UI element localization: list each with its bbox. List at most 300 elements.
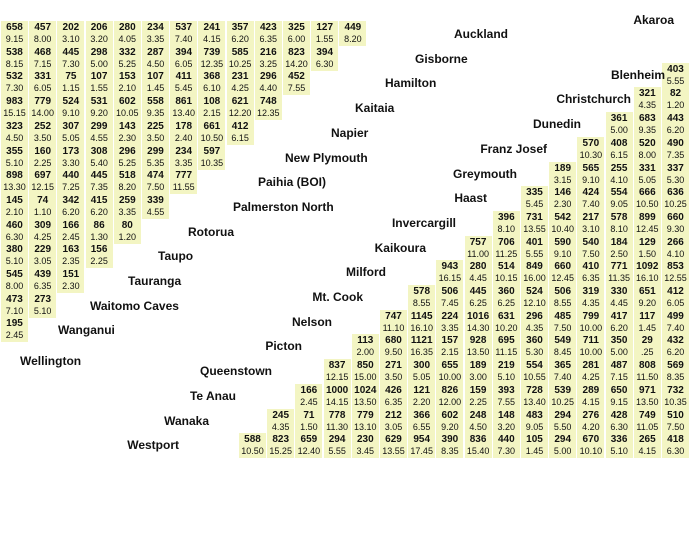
city-label: Wanganui: [58, 323, 115, 338]
travel-time: 6.35: [33, 281, 52, 291]
table-cell: [57, 194, 84, 219]
travel-time: 2.30: [118, 132, 137, 143]
table-cell: [662, 137, 689, 162]
distance-km: 355: [6, 145, 23, 157]
table-cell: [634, 409, 661, 434]
travel-time: 11.25: [495, 248, 518, 259]
table-cell: [436, 359, 463, 384]
travel-time: 3.30: [62, 157, 80, 168]
distance-km: 778: [328, 409, 346, 421]
travel-time: 12.40: [297, 446, 321, 457]
travel-time: 7.35: [90, 182, 108, 193]
travel-time: 7.50: [582, 248, 600, 259]
travel-time: 5.10: [5, 256, 24, 267]
table-cell: [606, 409, 633, 434]
travel-time: 5.30: [666, 174, 685, 185]
travel-time: 10.50: [636, 199, 659, 210]
table-cell: [465, 334, 492, 359]
distance-km: 538: [6, 46, 23, 58]
distance-km: 265: [638, 434, 656, 446]
travel-time: 9.20: [638, 298, 657, 308]
table-cell: [493, 359, 520, 384]
city-label: Taupo: [158, 249, 194, 264]
table-cell: [634, 384, 661, 409]
travel-time: 6.05: [174, 58, 193, 69]
distance-km: 554: [526, 360, 543, 372]
distance-km: 514: [497, 261, 515, 273]
distance-km: 510: [667, 409, 684, 421]
travel-time: 2.20: [412, 396, 431, 407]
travel-time: 6.20: [610, 322, 628, 333]
distance-km: 602: [118, 96, 136, 108]
travel-time: 4.35: [582, 298, 600, 308]
distance-km: 339: [147, 194, 164, 206]
travel-time: 9.50: [384, 347, 403, 358]
distance-km: 443: [667, 113, 684, 125]
travel-time: 7.40: [666, 322, 685, 333]
distance-km: 650: [610, 384, 628, 396]
distance-km: 683: [638, 113, 656, 125]
travel-time: 6.35: [384, 396, 403, 407]
distance-km: 148: [497, 409, 515, 421]
table-cell: [1, 120, 28, 145]
table-cell: [1, 46, 28, 71]
table-cell: [577, 310, 604, 335]
table-cell: [142, 194, 169, 219]
distance-km: 108: [203, 96, 221, 108]
distance-km: 331: [34, 71, 52, 83]
travel-time: 16.10: [636, 273, 659, 284]
distance-km: 418: [667, 434, 684, 446]
travel-time: 12.45: [636, 223, 659, 234]
travel-time: 5.30: [525, 347, 544, 358]
travel-time: 3.35: [118, 206, 137, 217]
travel-time: 3.50: [33, 132, 52, 143]
table-cell: [634, 334, 661, 359]
distance-km: 151: [62, 269, 80, 280]
travel-time: 7.55: [497, 396, 516, 407]
table-cell: [662, 236, 689, 261]
distance-km: 474: [147, 170, 164, 182]
distance-km: 631: [497, 310, 515, 322]
table-cell: [86, 219, 113, 244]
distance-km: 350: [610, 335, 628, 347]
distance-km: 245: [272, 409, 290, 421]
table-cell: [521, 186, 548, 211]
distance-km: 289: [582, 384, 600, 396]
table-cell: [227, 120, 254, 145]
distance-km: 711: [582, 335, 599, 347]
table-cell: [29, 243, 56, 268]
table-cell: [606, 186, 633, 211]
travel-time: 3.35: [441, 322, 459, 333]
distance-km: 532: [6, 71, 23, 83]
table-cell: [465, 310, 492, 335]
table-cell: [380, 334, 407, 359]
distance-km: 403: [667, 63, 684, 75]
distance-km: 298: [90, 46, 108, 58]
travel-time: 10.55: [523, 372, 546, 383]
distance-km: 861: [175, 96, 193, 108]
table-cell: [57, 169, 84, 194]
distance-km: 490: [667, 137, 684, 149]
distance-km: 651: [638, 286, 656, 297]
travel-time: 5.00: [553, 446, 572, 457]
travel-time: 2.30: [553, 199, 572, 210]
table-cell: [1, 169, 28, 194]
distance-km: 537: [175, 22, 193, 33]
distance-km: 1145: [410, 310, 433, 322]
table-cell: [29, 268, 56, 293]
travel-time: 3.15: [553, 174, 572, 185]
distance-km: 826: [441, 384, 459, 396]
distance-km: 366: [413, 409, 431, 421]
distance-km: 163: [62, 244, 80, 256]
table-cell: [408, 433, 435, 458]
travel-time: 11.35: [608, 273, 631, 284]
distance-km: 408: [610, 137, 628, 149]
table-cell: [57, 243, 84, 268]
distance-km: 294: [328, 434, 346, 446]
distance-km: 524: [526, 286, 543, 297]
table-cell: [352, 409, 379, 434]
table-cell: [57, 268, 84, 293]
table-cell: [198, 70, 225, 95]
table-cell: [606, 334, 633, 359]
city-label: Paihia (BOI): [258, 175, 327, 190]
travel-time: 1.45: [146, 83, 165, 94]
distance-km: 732: [667, 384, 684, 396]
travel-time: 6.20: [666, 125, 685, 136]
travel-time: 1.15: [62, 83, 80, 94]
travel-time: 4.10: [666, 248, 685, 259]
travel-time: 9.35: [146, 108, 165, 119]
table-cell: [577, 260, 604, 285]
city-label: Queenstown: [199, 364, 272, 379]
distance-km: 319: [582, 286, 600, 297]
distance-km: 473: [6, 293, 23, 305]
table-cell: [436, 334, 463, 359]
city-label: Akaroa: [633, 13, 674, 27]
travel-time: 14.20: [285, 58, 308, 69]
travel-time: 4.25: [231, 83, 249, 94]
distance-km: 332: [118, 46, 136, 58]
travel-time: 6.30: [610, 421, 628, 432]
table-cell: [114, 95, 141, 120]
travel-time: 1.55: [90, 83, 108, 94]
table-cell: [549, 359, 576, 384]
distance-km: 588: [244, 434, 261, 446]
table-cell: [549, 211, 576, 236]
table-cell: [170, 21, 197, 46]
distance-km: 296: [526, 310, 543, 322]
distance-km: 799: [582, 310, 600, 322]
travel-time: 8.10: [610, 223, 628, 234]
distance-km: 485: [554, 310, 572, 322]
table-cell: [634, 260, 661, 285]
travel-time: 8.15: [5, 58, 24, 69]
travel-time: 6.35: [582, 273, 600, 284]
travel-time: 8.20: [344, 34, 362, 44]
travel-time: 5.00: [90, 58, 108, 69]
travel-time: 7.40: [174, 34, 193, 44]
travel-time: 7.10: [5, 305, 24, 316]
distance-km: 294: [554, 409, 572, 421]
table-cell: [1, 293, 28, 318]
travel-time: 7.30: [497, 446, 516, 457]
distance-km: 531: [90, 96, 108, 108]
city-label: Palmerston North: [233, 199, 334, 214]
table-cell: [114, 70, 141, 95]
table-cell: [324, 409, 351, 434]
city-label: Kaitaia: [355, 101, 395, 116]
table-cell: [577, 359, 604, 384]
table-cell: [29, 21, 56, 46]
travel-time: 14.30: [466, 322, 490, 333]
distance-km: 145: [6, 194, 23, 206]
distance-km: 255: [610, 162, 628, 174]
table-cell: [380, 359, 407, 384]
distance-km: 105: [526, 434, 543, 446]
distance-km: 271: [385, 360, 402, 372]
travel-time: 1.20: [118, 231, 137, 242]
table-cell: [29, 219, 56, 244]
distance-km: 173: [62, 145, 80, 157]
distance-km: 380: [6, 244, 23, 256]
table-cell: [255, 21, 282, 46]
travel-time: 4.15: [638, 446, 657, 457]
distance-km: 597: [203, 145, 221, 157]
table-cell: [521, 409, 548, 434]
travel-time: 6.30: [666, 446, 685, 457]
distance-km: 747: [385, 310, 402, 322]
travel-time: 4.10: [610, 174, 628, 185]
distance-km: 440: [497, 434, 515, 446]
distance-km: 1092: [636, 261, 659, 273]
travel-time: 1.50: [300, 421, 318, 432]
travel-time: 15.15: [3, 108, 26, 119]
distance-km: 636: [667, 187, 684, 199]
travel-time: 5.05: [638, 174, 657, 185]
distance-km: 230: [356, 434, 374, 446]
distance-km: 234: [175, 145, 193, 157]
travel-time: 2.25: [469, 396, 487, 407]
table-cell: [549, 186, 576, 211]
distance-km: 542: [554, 211, 572, 223]
distance-km: 143: [118, 120, 136, 132]
distance-km: 1000: [325, 384, 349, 396]
travel-time: 11.30: [326, 421, 349, 432]
table-cell: [57, 95, 84, 120]
city-label: Picton: [265, 339, 302, 354]
distance-km: 849: [526, 261, 543, 273]
travel-time: 7.30: [5, 83, 24, 94]
table-cell: [267, 409, 294, 434]
table-cell: [29, 194, 56, 219]
distance-km: 113: [357, 335, 374, 347]
table-cell: [662, 112, 689, 137]
distance-km: 121: [413, 384, 431, 396]
distance-km: 29: [641, 335, 653, 347]
distance-km: 153: [118, 71, 136, 83]
travel-time: 16.10: [410, 322, 433, 333]
travel-time: 1.30: [90, 231, 108, 242]
table-cell: [283, 46, 310, 71]
distance-km: 697: [34, 170, 52, 182]
table-cell: [549, 334, 576, 359]
distance-km: 117: [639, 310, 656, 322]
travel-time: 9.15: [610, 396, 628, 407]
distance-km: 777: [175, 170, 193, 182]
travel-time: 5.40: [90, 157, 108, 168]
distance-km: 396: [497, 211, 515, 223]
table-cell: [283, 21, 310, 46]
distance-km: 739: [203, 46, 221, 58]
travel-time: 1.50: [638, 248, 657, 259]
distance-km: 468: [34, 46, 52, 58]
table-cell: [198, 95, 225, 120]
travel-time: 3.50: [146, 132, 165, 143]
table-cell: [606, 112, 633, 137]
city-label: New Plymouth: [285, 150, 368, 165]
distance-km: 971: [638, 384, 656, 396]
table-cell: [634, 162, 661, 187]
travel-time: 4.40: [259, 83, 278, 94]
table-cell: [311, 21, 338, 46]
table-cell: [549, 236, 576, 261]
table-cell: [436, 409, 463, 434]
table-cell: [227, 21, 254, 46]
travel-time: 9.20: [90, 108, 108, 119]
table-cell: [493, 310, 520, 335]
travel-time: .25: [641, 347, 654, 358]
travel-time: 3.20: [497, 421, 516, 432]
table-cell: [493, 433, 520, 458]
travel-time: 3.20: [90, 34, 108, 44]
table-cell: [295, 433, 322, 458]
table-cell: [86, 194, 113, 219]
travel-time: 8.00: [5, 281, 24, 291]
travel-time: 5.00: [610, 347, 628, 358]
travel-time: 10.15: [495, 273, 518, 284]
distance-km: 621: [231, 96, 249, 108]
city-label: Tauranga: [128, 274, 182, 288]
table-cell: [577, 186, 604, 211]
table-cell: [465, 285, 492, 310]
travel-time: 10.25: [664, 199, 687, 210]
table-cell: [606, 384, 633, 409]
distance-km: 483: [526, 409, 543, 421]
travel-time: 10.00: [579, 322, 603, 333]
table-cell: [170, 95, 197, 120]
distance-km: 309: [34, 219, 52, 231]
travel-time: 2.45: [62, 231, 80, 242]
distance-km: 445: [469, 286, 487, 297]
travel-time: 6.30: [5, 231, 24, 242]
travel-time: 9.10: [582, 174, 600, 185]
travel-time: 4.25: [582, 372, 600, 383]
travel-time: 5.10: [33, 305, 52, 316]
table-cell: [86, 95, 113, 120]
city-label: Wellington: [20, 354, 82, 369]
distance-km: 540: [582, 236, 600, 248]
city-label: Te Anau: [189, 388, 236, 403]
travel-time: 10.25: [228, 58, 252, 69]
distance-km: 234: [147, 22, 164, 33]
distance-km: 549: [554, 335, 572, 347]
travel-time: 17.45: [410, 446, 433, 457]
table-cell: [662, 87, 689, 112]
city-label: Dunedin: [533, 117, 581, 132]
travel-time: 10.05: [116, 108, 139, 119]
table-cell: [606, 310, 633, 335]
city-label: Auckland: [454, 27, 509, 41]
city-label: Waitomo Caves: [90, 298, 179, 313]
table-cell: [465, 260, 492, 285]
travel-time: 6.15: [231, 132, 249, 143]
travel-time: 7.50: [553, 322, 572, 333]
table-cell: [295, 409, 322, 434]
travel-time: 6.10: [203, 83, 221, 94]
table-cell: [352, 433, 379, 458]
travel-time: 12.10: [523, 298, 546, 308]
travel-time: 2.15: [441, 347, 459, 358]
table-cell: [634, 285, 661, 310]
travel-time: 10.00: [438, 372, 462, 383]
table-cell: [255, 70, 282, 95]
travel-time: 13.40: [172, 108, 195, 119]
travel-time: 13.10: [354, 421, 377, 432]
travel-time: 1.55: [315, 34, 334, 44]
travel-time: 6.20: [231, 34, 249, 44]
distance-km: 680: [385, 335, 402, 347]
distance-km: 1121: [410, 335, 433, 347]
distance-km: 411: [175, 71, 192, 83]
travel-time: 4.05: [118, 34, 137, 44]
travel-time: 8.55: [553, 298, 572, 308]
distance-km: 983: [6, 96, 23, 108]
travel-time: 2.35: [62, 256, 80, 267]
table-cell: [170, 120, 197, 145]
travel-time: 4.35: [525, 322, 544, 333]
travel-time: 10.30: [579, 149, 603, 160]
travel-time: 10.20: [495, 322, 518, 333]
travel-time: 8.35: [666, 372, 685, 383]
table-cell: [634, 310, 661, 335]
city-label: Greymouth: [452, 166, 517, 181]
travel-time: 5.50: [553, 421, 572, 432]
table-cell: [606, 285, 633, 310]
city-label: Mt. Cook: [312, 290, 363, 304]
travel-time: 6.25: [497, 298, 516, 308]
travel-time: 8.35: [441, 446, 459, 457]
distance-km: 539: [554, 384, 572, 396]
table-cell: [436, 285, 463, 310]
distance-km: 695: [497, 335, 515, 347]
table-cell: [352, 334, 379, 359]
table-cell: [170, 46, 197, 71]
distance-km: 107: [147, 71, 164, 83]
table-cell: [549, 260, 576, 285]
travel-time: 4.15: [203, 34, 221, 44]
table-cell: [339, 21, 366, 46]
distance-km: 273: [34, 293, 52, 305]
table-cell: [662, 186, 689, 211]
distance-km: 225: [147, 120, 164, 132]
distance-km: 660: [667, 211, 684, 223]
travel-time: 13.30: [3, 182, 26, 193]
table-cell: [577, 334, 604, 359]
